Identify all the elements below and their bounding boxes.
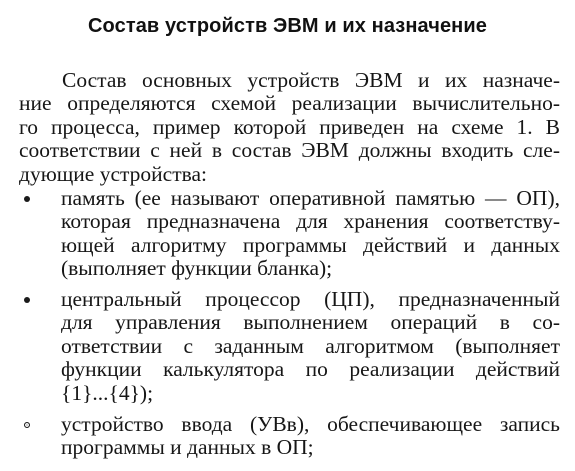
list-item-text <box>61 187 560 281</box>
section-heading: Состав устройств ЭВМ и их назначение <box>88 15 487 37</box>
bullet-icon <box>24 422 30 428</box>
bullet-icon <box>24 196 30 202</box>
intro-line: соответствии с ней в состав ЭВМ должны входить сле- <box>19 138 560 163</box>
list-item-line: функции калькулятора по реализации действий <box>61 357 560 382</box>
list-item-line: (выполняет функции бланка); <box>61 256 333 281</box>
list-item-line: которая предназначена для хранения соответству- <box>61 209 560 234</box>
intro-line: го процесса, пример которой приведен на схеме 1. В <box>19 114 560 139</box>
list-item-line: устройство ввода (УВв), обеспечивающее запись <box>61 412 560 436</box>
list-item-line: память (ее называют оперативной памятью — ОП), <box>61 186 560 210</box>
list-item-text <box>61 413 560 460</box>
bullet-icon <box>24 297 30 303</box>
intro-paragraph <box>19 69 560 186</box>
list-item-line: {1}...{4}); <box>61 380 154 405</box>
intro-line: Состав основных устройств ЭВМ и их назначе- <box>62 68 560 92</box>
intro-line: ние определяются схемой реализации вычислительно- <box>19 91 560 116</box>
list-item-line: центральный процессор (ЦП), предназначенный <box>61 287 560 311</box>
intro-line: дующие устройства: <box>19 161 208 186</box>
list-item-line: программы и данных в ОП; <box>61 435 314 460</box>
list-item-line: ответствии с заданным алгоритмом (выполняет <box>61 333 560 358</box>
list-item-line: ющей алгоритму программы действий и данных <box>61 232 560 257</box>
list-item-text <box>61 288 560 405</box>
list-item-line: для управления выполнением операций в со- <box>61 310 560 335</box>
